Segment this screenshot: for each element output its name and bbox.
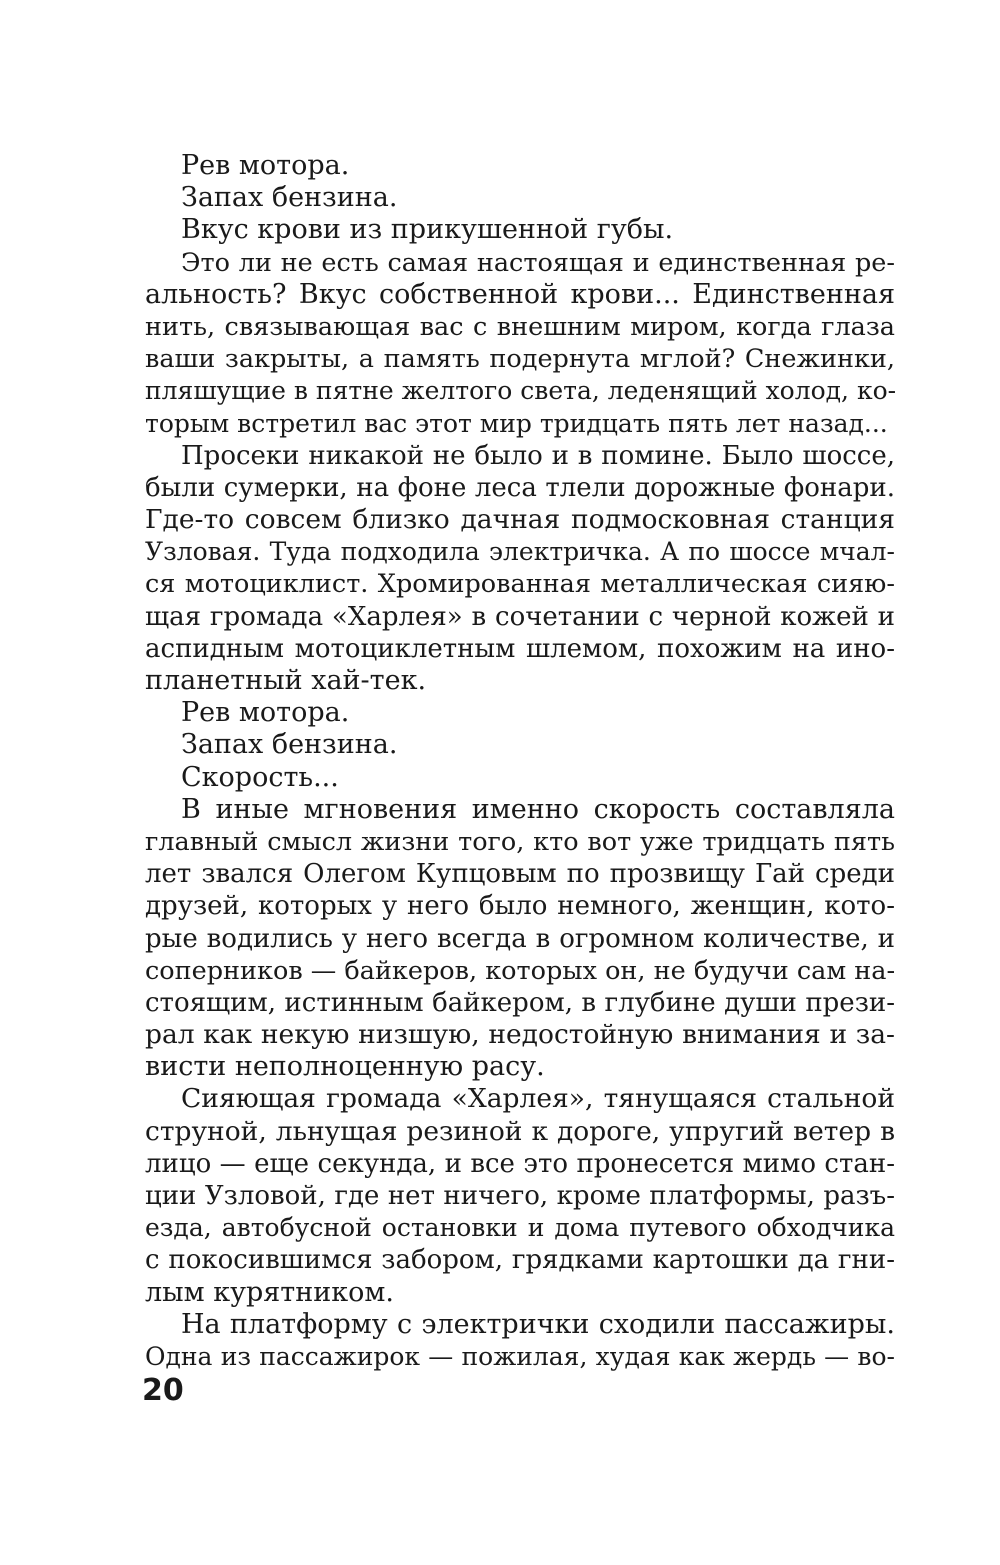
text-line: торым встретил вас этот мир тридцать пять лет назад... bbox=[145, 408, 888, 438]
text-line: были сумерки, на фоне леса тлели дорожные фонари. bbox=[145, 472, 895, 503]
text-line: Где-то совсем близко дачная подмосковная станция bbox=[145, 504, 895, 536]
text-line: струной, льнущая резиной к дороге, упругий ветер в bbox=[145, 1115, 895, 1147]
text-line: Узловая. Туда подходила электричка. А по шоссе мчал- bbox=[145, 537, 895, 567]
text-line: Скорость... bbox=[181, 761, 339, 793]
text-line: пляшущие в пятне желтого света, леденящий холод, ко- bbox=[145, 376, 897, 406]
text-line: ваши закрыты, а память подернута мглой? Снежинки, bbox=[145, 344, 895, 375]
text-line: лет звался Олегом Купцовым по прозвищу Гай среди bbox=[145, 859, 895, 890]
text-line: аспидным мотоциклетным шлемом, похожим на ино- bbox=[145, 633, 895, 664]
text-line: Запах бензина. bbox=[181, 729, 398, 761]
text-line: Рев мотора. bbox=[181, 697, 350, 729]
text-line: рал как некую низшую, недостойную внимания и за- bbox=[145, 1019, 895, 1051]
text-line: езда, автобусной остановки и дома путевого обходчика bbox=[145, 1213, 895, 1243]
text-line: висти неполноценную расу. bbox=[145, 1051, 545, 1083]
text-line: ции Узловой, где нет ничего, кроме платформы, разъ- bbox=[145, 1181, 895, 1211]
text-line: В иные мгновения именно скорость составляла bbox=[181, 793, 895, 825]
text-line: На платформу с электрички сходили пассажиры. bbox=[181, 1308, 895, 1340]
text-line: Вкус крови из прикушенной губы. bbox=[181, 214, 674, 246]
text-line: с покосившимся забором, грядками картошки да гни- bbox=[145, 1245, 895, 1276]
text-line: лицо — еще секунда, и все это пронесется мимо стан- bbox=[145, 1148, 895, 1179]
text-line: Это ли не есть самая настоящая и единственная ре- bbox=[181, 247, 895, 278]
text-line: планетный хай-тек. bbox=[145, 665, 427, 696]
text-line: главный смысл жизни того, кто вот уже тридцать пять bbox=[145, 826, 895, 857]
text-line: щая громада «Харлея» в сочетании с черной кожей и bbox=[145, 601, 895, 632]
page-text-block bbox=[145, 150, 895, 1373]
text-line: друзей, которых у него было немного, женщин, кото- bbox=[145, 891, 895, 922]
text-line: лым курятником. bbox=[145, 1276, 394, 1308]
text-line: Просеки никакой не было и в помине. Было шоссе, bbox=[181, 440, 895, 471]
page-number: 20 bbox=[142, 1373, 184, 1408]
text-line: альность? Вкус собственной крови... Единственная bbox=[145, 278, 895, 310]
text-line: Запах бензина. bbox=[181, 182, 398, 214]
text-line: соперников — байкеров, которых он, не будучи сам на- bbox=[145, 955, 896, 986]
text-line: Сияющая громада «Харлея», тянущаяся стальной bbox=[181, 1083, 895, 1115]
text-line: рые водились у него всегда в огромном количестве, и bbox=[145, 923, 895, 954]
text-line: Одна из пассажирок — пожилая, худая как жердь — во- bbox=[145, 1341, 895, 1371]
text-line: Рев мотора. bbox=[181, 150, 350, 181]
text-line: нить, связывающая вас с внешним миром, когда глаза bbox=[145, 311, 895, 342]
text-line: стоящим, истинным байкером, в глубине души прези- bbox=[145, 987, 895, 1018]
text-line: ся мотоциклист. Хромированная металлическая сияю- bbox=[145, 569, 895, 600]
